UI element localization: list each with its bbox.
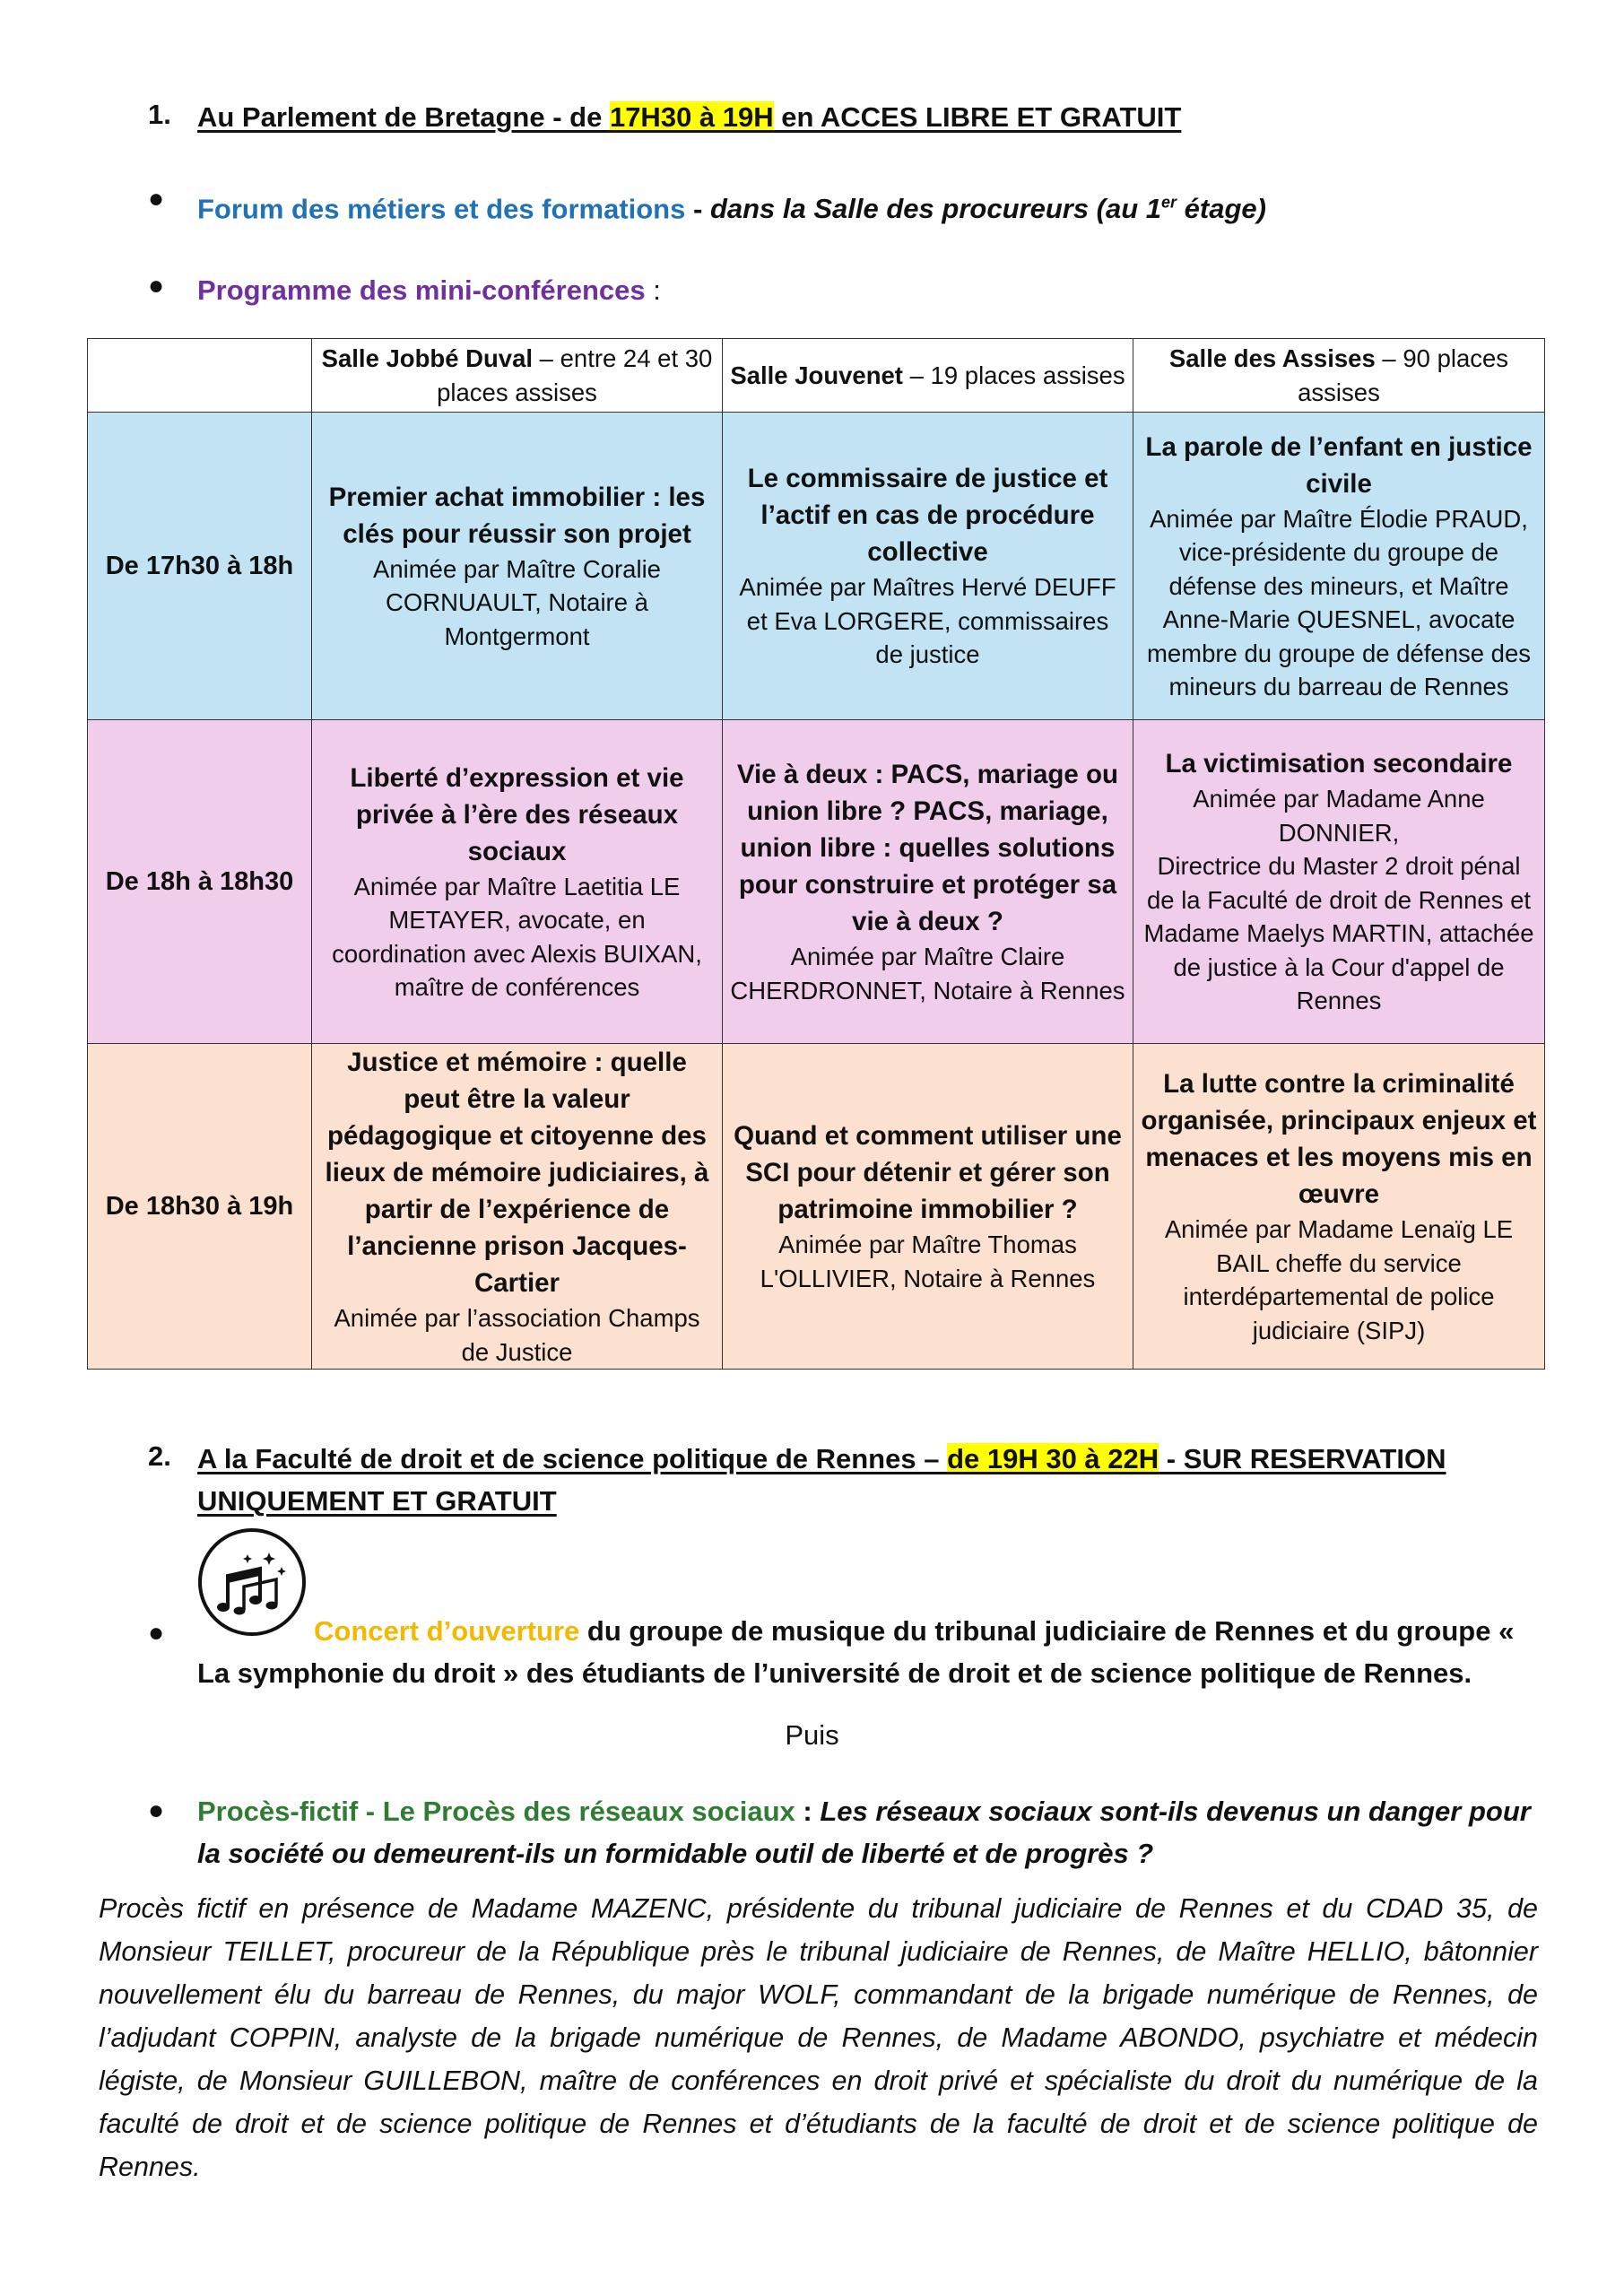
section-1-number: 1. [148,99,171,130]
talk-cell [723,720,1133,1044]
room-name: Salle des Assises [1168,344,1376,372]
talk-animator: Animée par Maître Laetitia LE METAYER, avocate, en coordination avec Alexis BUIXAN, maître de conférences [332,872,702,1001]
proces-description: Procès fictif en présence de Madame MAZENC, présidente du tribunal judiciaire de Rennes et du CDAD 35, de Monsieur TEILLET, procureur de la République près le tribunal judiciaire de Rennes, de Maître HELLIO, bâtonnier nouvellement élu du barreau de Rennes, du major WOLF, commandant de la brigade numérique de Rennes, de l’adjudant COPPIN, analyste de la brigade numérique de Rennes, de Madame ABONDO, psychiatre et médecin légiste, de Monsieur GUILLEBON, maître de conférences en droit privé et spécialiste du droit du numérique de la faculté de droit et de science politique de Rennes et d’étudiants de la faculté de droit et de science politique de Rennes. [99,1893,1538,2182]
talk-cell [312,1044,723,1370]
table-header-cell [312,339,723,413]
room-name: Salle Jouvenet [730,361,903,389]
mini-colon: : [645,274,661,306]
talk-cell [723,1044,1133,1370]
section-1-time-highlight: 17H30 à 19H [609,101,774,133]
talk-animator: Animée par Maître Claire CHERDRONNET, Notaire à Rennes [730,943,1125,1004]
room-name: Salle Jobbé Duval [321,344,534,372]
section-2-suffix: - SUR RESERVATION UNIQUEMENT ET GRATUIT [197,1443,1446,1517]
bullet-icon: ● [148,1618,165,1648]
mini-line [197,269,1542,311]
talk-title: Premier achat immobilier : les clés pour réussir son projet [328,482,706,549]
talk-title: Vie à deux : PACS, mariage ou union libre ? PACS, mariage, union libre : quelles solutions pour construire et protéger sa vie à deux ? [736,760,1119,936]
talk-cell [312,413,723,720]
talk-cell [1133,1044,1545,1370]
table-row [88,413,1545,720]
section-2-prefix: A la Faculté de droit et de science politique de Rennes – [197,1443,948,1474]
room-capacity: – entre 24 et 30 places assises [437,344,713,406]
bullet-icon: ● [148,271,165,300]
proces-title: Procès-fictif - Le Procès des réseaux sociaux [197,1796,795,1827]
talk-cell [723,413,1133,720]
forum-detail-sup: er [1161,194,1177,212]
concert-paragraph [197,1610,1538,1694]
concert-rest: du groupe de musique du tribunal judiciaire de Rennes et du groupe « La symphonie du droit » des étudiants de l’université de droit et de science politique de Rennes. [197,1615,1515,1689]
program-table [87,338,1545,1370]
forum-sep: - [685,193,710,225]
talk-title: La parole de l’enfant en justice civile [1145,431,1533,499]
talk-title: Justice et mémoire : quelle peut être la valeur pédagogique et citoyenne des lieux de mémoire judiciaires, à partir de l’expérience de l’ancienne prison Jacques-Cartier [325,1048,709,1298]
forum-detail [710,193,1266,224]
talk-animator: Animée par Maîtres Hervé DEUFF et Eva LORGERE, commissaires de justice [739,573,1116,669]
forum-line [197,182,1542,230]
mini-title: Programme des mini-conférences [197,274,646,306]
table-header-cell [723,339,1133,413]
proces-paragraph [197,1790,1542,1874]
puis-text: Puis [785,1719,839,1751]
talk-animator: Animée par Maître Coralie CORNUAULT, Notaire à Montgermont [373,554,661,650]
concert-title: Concert d’ouverture [314,1615,580,1647]
time-slot: De 18h30 à 19h [88,1044,312,1370]
section-2-heading [197,1438,1542,1522]
room-capacity: – 90 places assises [1298,344,1509,406]
section-1-prefix: Au Parlement de Bretagne - de [197,101,610,133]
table-header-empty [88,339,312,413]
section-1-heading [197,96,1542,138]
talk-animator: Animée par Madame Anne DONNIER, Directrice du Master 2 droit pénal de la Faculté de droit de Rennes et Madame Maelys MARTIN, attachée de justice à la Cour d'appel de Rennes [1143,785,1534,1015]
table-header-row [88,339,1545,413]
talk-title: Le commissaire de justice et l’actif en cas de procédure collective [747,464,1108,568]
talk-cell [312,720,723,1044]
table-header-cell [1133,339,1545,413]
room-capacity: – 19 places assises [902,361,1125,389]
talk-animator: Animée par Madame Lenaïg LE BAIL cheffe du service interdépartemental de police judiciaire (SIPJ) [1164,1215,1514,1344]
table-row [88,720,1545,1044]
bullet-icon: ● [148,1796,165,1825]
talk-animator: Animée par Maître Thomas L'OLLIVIER, Notaire à Rennes [760,1231,1096,1292]
talk-title: La victimisation secondaire [1165,749,1513,779]
talk-cell [1133,720,1545,1044]
forum-title: Forum des métiers et des formations [197,193,686,225]
section-2-time-highlight: de 19H 30 à 22H [947,1443,1159,1474]
section-2-number: 2. [148,1440,171,1472]
talk-animator: Animée par Maître Élodie PRAUD, vice-présidente du groupe de défense des mineurs, et Maître Anne-Marie QUESNEL, avocate membre du groupe de défense des mineurs du barreau de Rennes [1146,504,1532,700]
talk-cell [1133,413,1545,720]
talk-title: La lutte contre la criminalité organisée, principaux enjeux et menaces et les moyens mis en œuvre [1141,1069,1537,1209]
table-row [88,1044,1545,1370]
talk-title: Quand et comment utiliser une SCI pour détenir et gérer son patrimoine immobilier ? [734,1121,1122,1224]
proces-question: Les réseaux sociaux sont-ils devenus un danger pour la société ou demeurent-ils un formidable outil de liberté et de progrès ? [197,1796,1531,1869]
time-slot: De 17h30 à 18h [88,413,312,720]
forum-detail-start: dans la Salle des procureurs (au 1 [709,193,1162,225]
talk-title: Liberté d’expression et vie privée à l’ère des réseaux sociaux [350,762,684,866]
bullet-icon: ● [148,184,165,213]
time-slot: De 18h à 18h30 [88,720,312,1044]
proces-colon: : [795,1796,821,1827]
talk-animator: Animée par l’association Champs de Justice [334,1304,700,1366]
section-1-suffix: en ACCES LIBRE ET GRATUIT [773,101,1182,133]
forum-detail-end: étage) [1177,193,1266,225]
